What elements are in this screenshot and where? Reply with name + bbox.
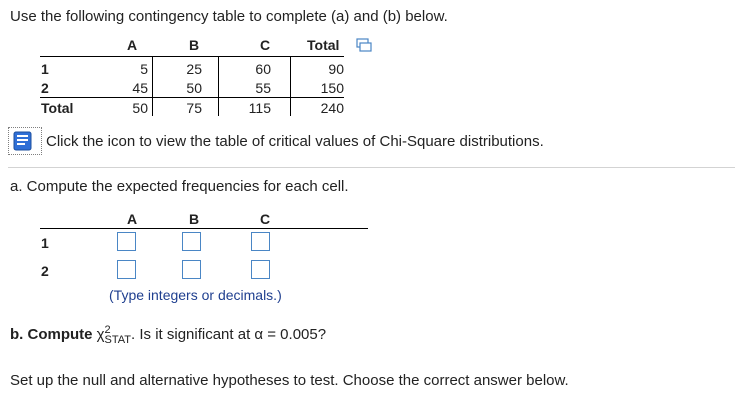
expected-col-header-b: B bbox=[189, 211, 200, 227]
cell-total-c: 115 bbox=[248, 100, 271, 116]
part-b-question bbox=[10, 325, 326, 345]
chi-subscript: STAT bbox=[104, 334, 132, 346]
col-header-total: Total bbox=[307, 37, 340, 53]
expected-input-1-c[interactable] bbox=[251, 232, 270, 251]
chi-symbol: χ bbox=[96, 325, 105, 343]
row-label-1: 1 bbox=[41, 61, 49, 77]
cell-total-a: 50 bbox=[132, 100, 148, 116]
copy-table-icon[interactable] bbox=[356, 38, 372, 52]
expected-col-header-a: A bbox=[127, 211, 138, 227]
expected-input-1-a[interactable] bbox=[117, 232, 136, 251]
col-header-a: A bbox=[127, 37, 138, 53]
col-header-c: C bbox=[260, 37, 271, 53]
intro-text: Use the following contingency table to complete (a) and (b) below. bbox=[10, 8, 448, 25]
expected-input-2-b[interactable] bbox=[182, 260, 201, 279]
col-separator bbox=[290, 57, 291, 116]
expected-input-2-c[interactable] bbox=[251, 260, 270, 279]
col-header-b: B bbox=[189, 37, 200, 53]
input-format-hint: (Type integers or decimals.) bbox=[109, 287, 282, 303]
cell-1-b: 25 bbox=[186, 61, 202, 77]
expected-col-header-c: C bbox=[260, 211, 271, 227]
cell-total-b: 75 bbox=[186, 100, 202, 116]
table-total-rule bbox=[40, 97, 344, 98]
cell-1-c: 60 bbox=[255, 61, 271, 77]
table-top-rule bbox=[40, 56, 344, 57]
row-label-2: 2 bbox=[41, 80, 49, 96]
row-label-total: Total bbox=[41, 100, 74, 116]
part-b-suffix: . Is it significant at α = 0.005? bbox=[131, 325, 327, 343]
expected-input-1-b[interactable] bbox=[182, 232, 201, 251]
cell-1-total: 90 bbox=[328, 61, 344, 77]
cell-2-b: 50 bbox=[186, 80, 202, 96]
chi-superscript: 2 bbox=[104, 324, 111, 336]
cell-2-c: 55 bbox=[255, 80, 271, 96]
part-b-label: b. Compute bbox=[10, 325, 93, 343]
part-a-prompt: a. Compute the expected frequencies for each cell. bbox=[10, 178, 349, 195]
expected-row-label-2: 2 bbox=[41, 263, 49, 279]
cell-total-total: 240 bbox=[320, 100, 344, 116]
cell-2-total: 150 bbox=[320, 80, 344, 96]
cell-1-a: 5 bbox=[140, 61, 148, 77]
book-icon[interactable] bbox=[12, 130, 34, 152]
expected-row-label-1: 1 bbox=[41, 235, 49, 251]
chi-stat-scripts bbox=[105, 325, 131, 345]
col-separator bbox=[152, 57, 153, 116]
setup-instructions: Set up the null and alternative hypotheses to test. Choose the correct answer below. bbox=[10, 372, 569, 389]
col-separator bbox=[218, 57, 219, 116]
section-divider bbox=[8, 167, 735, 168]
chi-square-link-text[interactable]: Click the icon to view the table of critical values of Chi-Square distributions. bbox=[46, 133, 544, 150]
expected-table-top-rule bbox=[40, 228, 368, 229]
expected-input-2-a[interactable] bbox=[117, 260, 136, 279]
cell-2-a: 45 bbox=[132, 80, 148, 96]
